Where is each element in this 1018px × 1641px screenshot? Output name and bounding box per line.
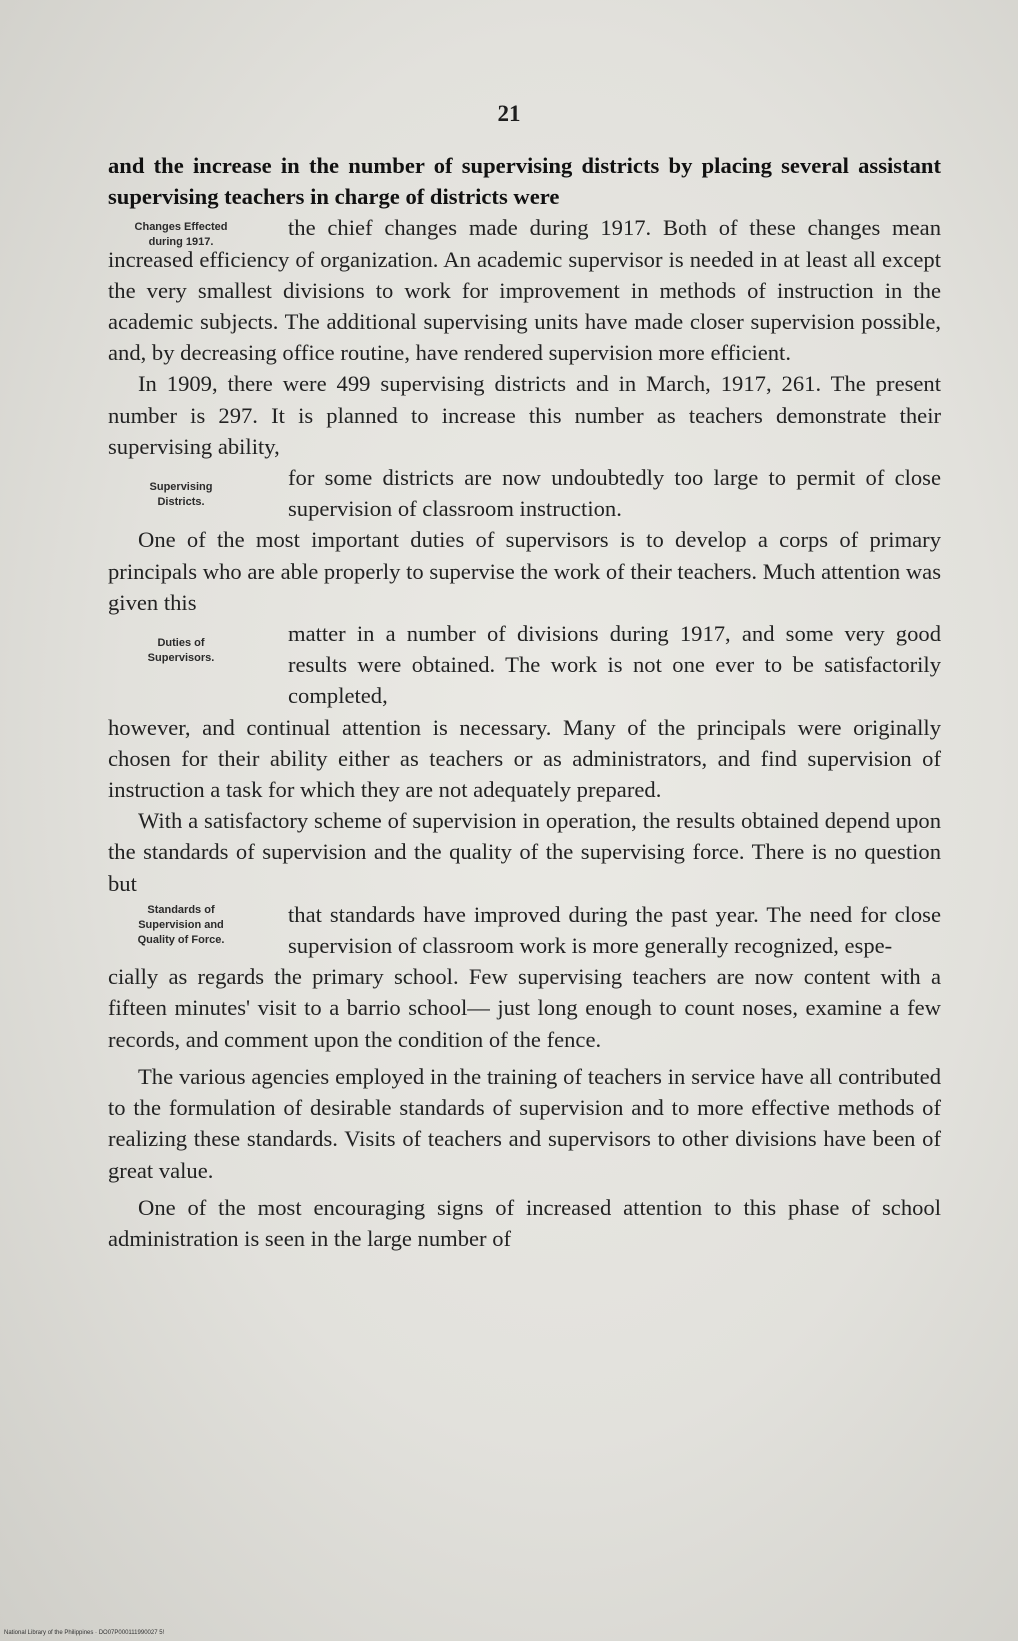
paragraph-5: The various agencies employed in the training of teachers in service have all contributed to the formulation of desirable standards of supervision and to more effective methods of realizing these standards. Visits of teachers and supervisors to other divisions have been of great value.: [108, 1063, 941, 1183]
paragraph-4-lead: With a satisfactory scheme of supervision in operation, the results obtained depend upon the standards of supervision and the quality of the supervising force. There is no question but: [108, 808, 941, 896]
sidenote-duties-of-supervisors: Duties of Supervisors.: [147, 637, 215, 665]
paragraph-3-lead: One of the most important duties of supervisors is to develop a corps of primary principals who are able properly to supervise the work of their teachers. Much attention was given this: [108, 527, 941, 615]
paragraph-1-lead: and the increase in the number of supervising districts by placing several assistant supervising teachers in charge of districts were: [108, 153, 941, 210]
paragraph-3-wrap: matter in a number of divisions during 1917, and some very good results were obtained. The work is not one ever to be satisfactorily completed,: [288, 621, 941, 709]
sidenote-supervising-districts: Supervising Districts.: [149, 481, 213, 509]
paragraph-4-wrap: that standards have improved during the past year. The need for close supervision of classroom work is more generally recognized, espe-: [288, 901, 941, 959]
paragraph-4-tail: cially as regards the primary school. Few supervising teachers are now content with a fifteen minutes' visit to a barrio school— just long enough to count noses, examine a few records, and comment upon the condition of the fence.: [108, 964, 941, 1052]
paragraph-1-wrap: the chief changes made during 1917. Both of these changes mean increased efficiency of organization. An academic supervisor is needed in at least all except the very smallest divisions to work for improvement in methods of instruction in the academic subjects. The additional supervising units have made closer supervision possible, and, by decreasing office routine, have rendered supervision more efficient.: [108, 215, 941, 366]
paragraph-3-tail: however, and continual attention is necessary. Many of the principals were originally chosen for their ability either as teachers or as administrators, and find supervision of instruction a task for which they are not adequately prepared.: [108, 714, 941, 803]
paragraph-6: One of the most encouraging signs of increased attention to this phase of school administration is seen in the large number of: [108, 1194, 941, 1251]
body-text: [108, 150, 941, 1254]
paragraph-2-wrap: for some districts are now undoubtedly too large to permit of close supervision of classroom instruction.: [288, 465, 941, 522]
paragraph-2-wrap-block: [108, 462, 941, 524]
paragraph-2-lead: In 1909, there were 499 supervising districts and in March, 1917, 261. The present number is 297. It is planned to increase this number as teachers demonstrate their supervising ability,: [108, 371, 941, 459]
page-number: 21: [497, 101, 521, 126]
paragraph-3-wrap-block: [108, 618, 941, 712]
sidenote-changes-effected: Changes Effected during 1917.: [134, 221, 228, 249]
paragraph-1-wrap-block: [108, 212, 941, 368]
sidenote-standards-of-supervision: Standards of Supervision and Quality of Force.: [137, 903, 225, 946]
paragraph-4-wrap-block: [108, 899, 941, 961]
library-footer-stamp: National Library of the Philippines · DO07P000111990027 5!: [4, 1630, 165, 1636]
